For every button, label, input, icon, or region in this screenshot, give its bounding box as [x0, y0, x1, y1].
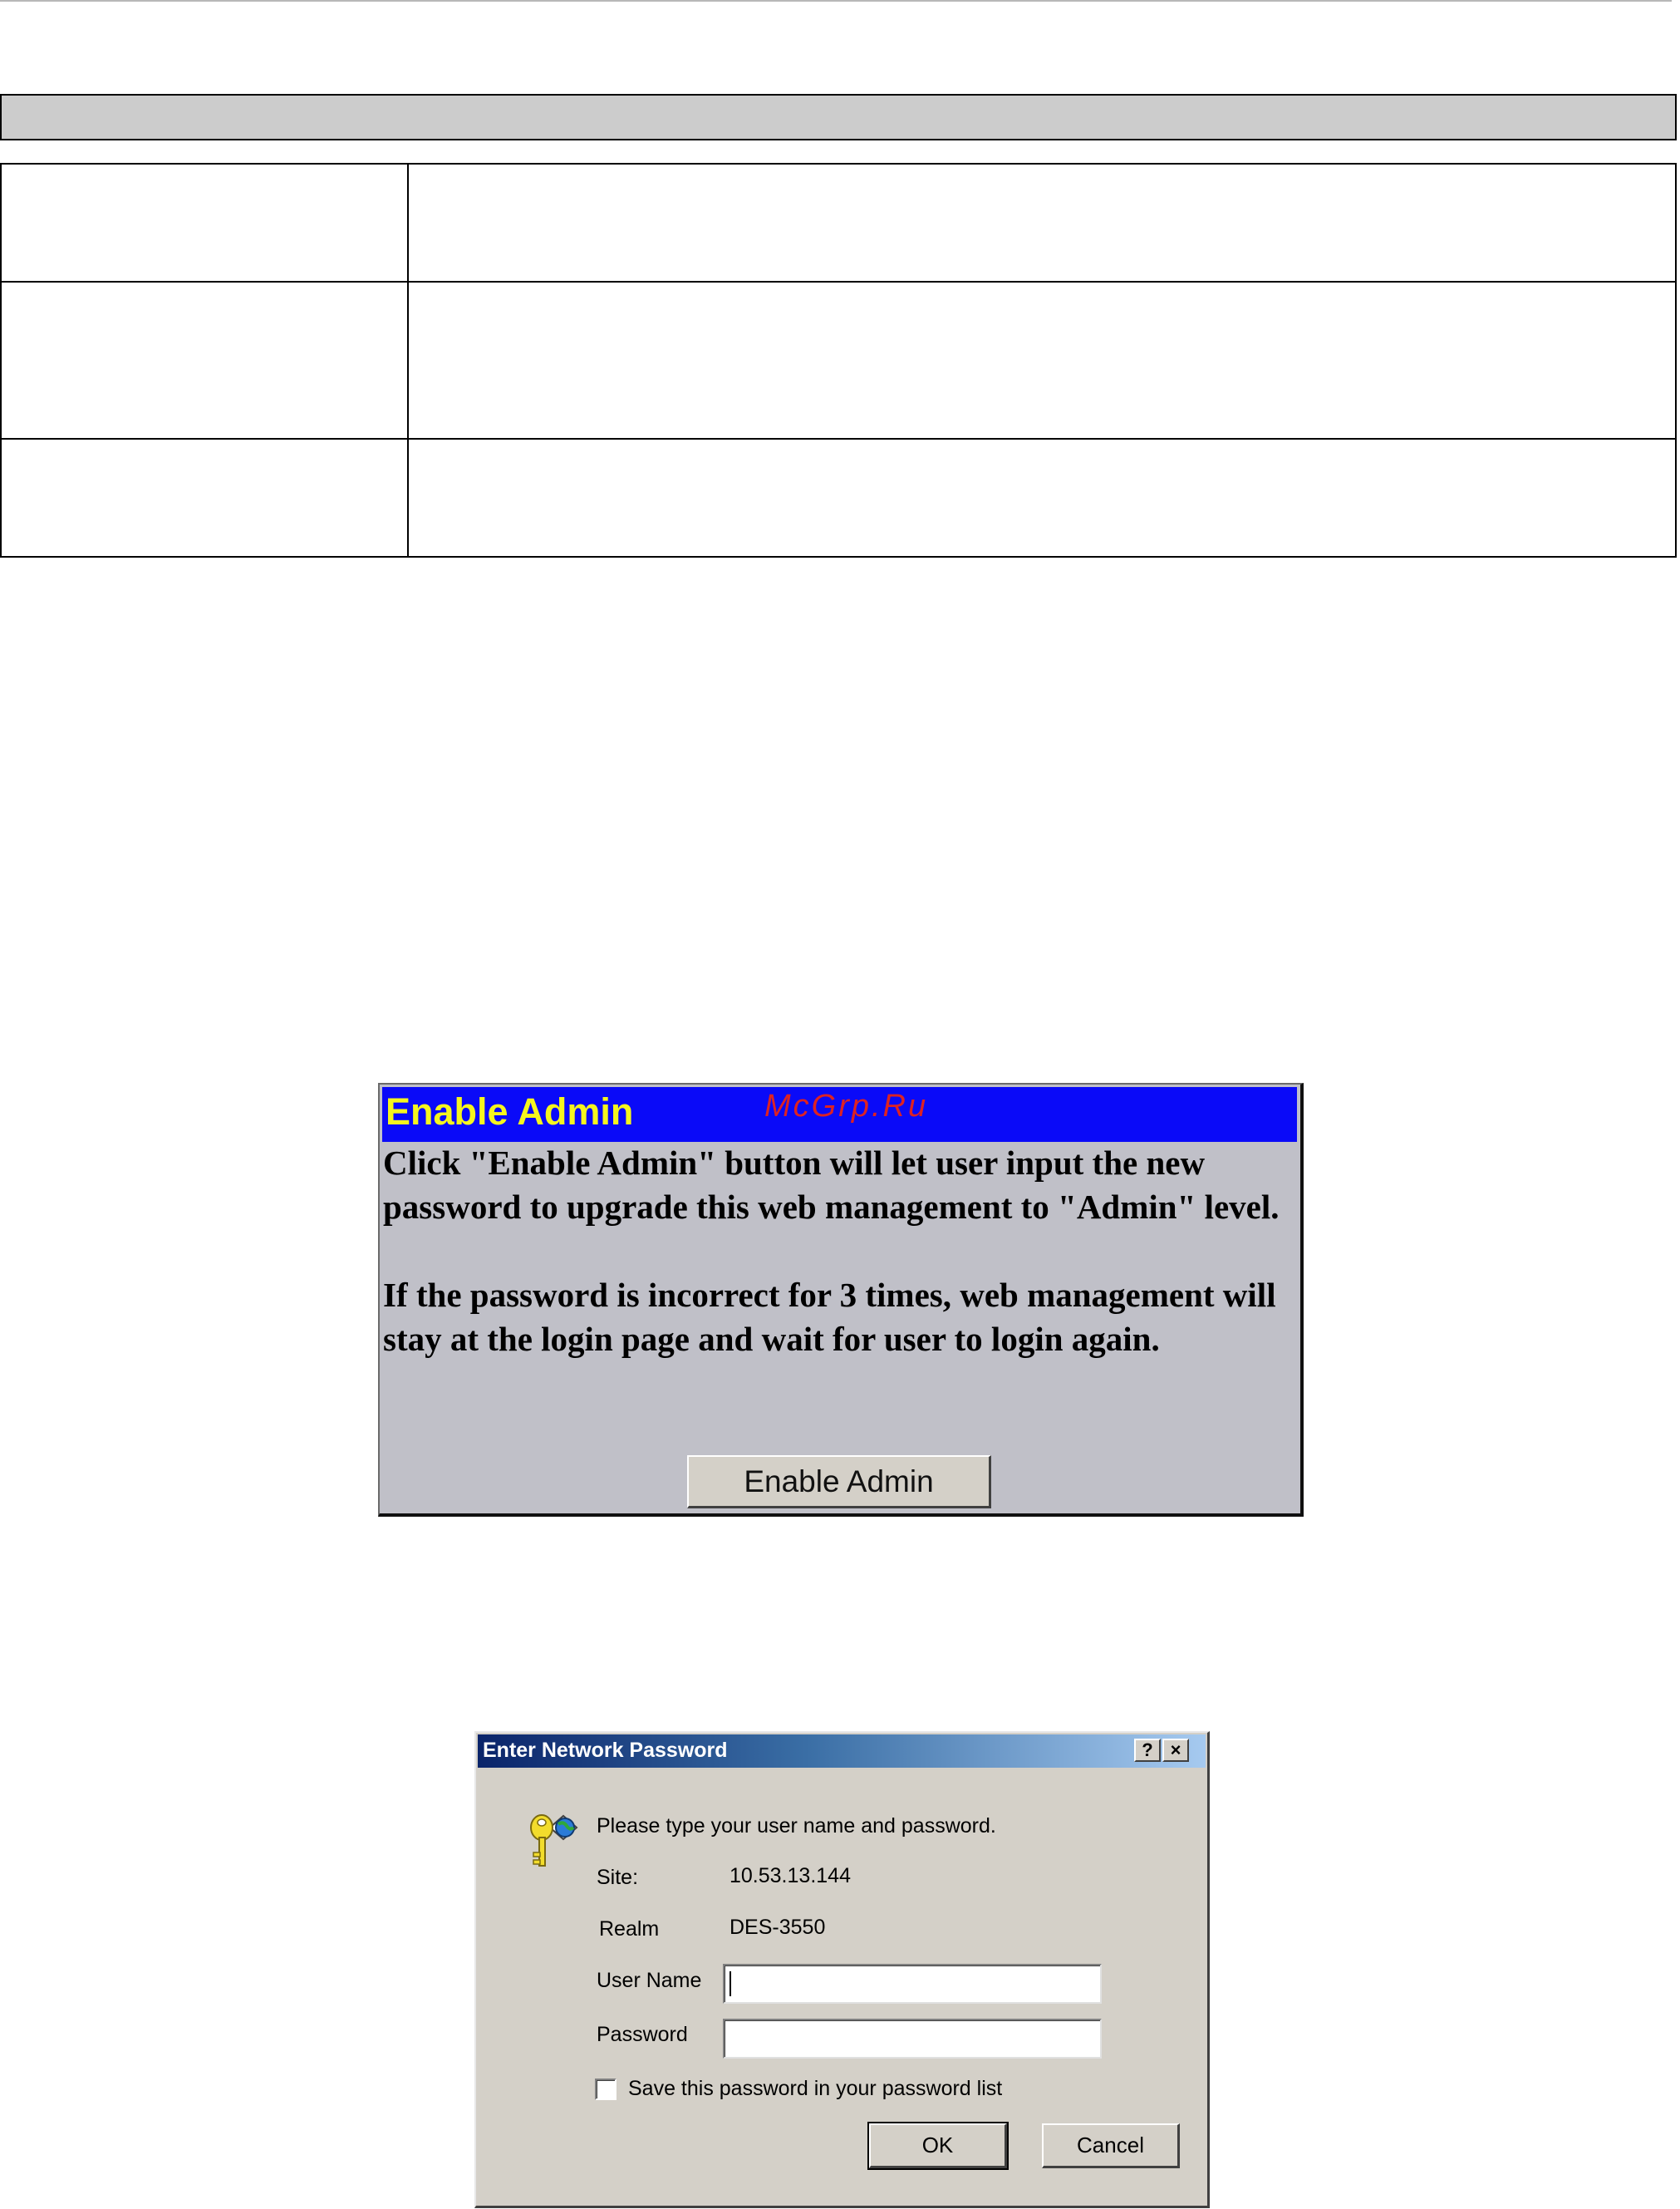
enable-admin-paragraph-1: Click "Enable Admin" button will let user input the new password to upgrade this web management to "Admin" level. — [383, 1144, 1280, 1226]
enable-admin-header — [382, 1087, 1297, 1142]
site-label: Site: — [597, 1866, 639, 1889]
enable-admin-description — [383, 1141, 1297, 1361]
username-input[interactable] — [723, 1964, 1102, 2004]
dialog-prompt: Please type your user name and password. — [597, 1814, 996, 1838]
table-cell — [1, 164, 408, 282]
top-rule — [0, 0, 1672, 2]
table-cell — [408, 439, 1676, 557]
watermark: McGrp.Ru — [764, 1089, 929, 1124]
key-globe-icon — [522, 1806, 588, 1872]
site-value: 10.53.13.144 — [729, 1864, 851, 1887]
dialog-titlebar — [478, 1734, 1206, 1768]
text-caret — [729, 1971, 731, 1996]
table-cell — [408, 282, 1676, 439]
realm-value: DES-3550 — [729, 1916, 826, 1939]
enable-admin-paragraph-2: If the password is incorrect for 3 times, web management will stay at the login page and wait for user to login again. — [383, 1276, 1276, 1358]
username-label: User Name — [597, 1969, 702, 1992]
enable-admin-panel — [378, 1083, 1304, 1517]
ok-button[interactable]: OK — [869, 2123, 1007, 2168]
password-label: Password — [597, 2023, 688, 2046]
table-row — [1, 282, 1676, 439]
table-row — [1, 439, 1676, 557]
realm-label: Realm — [599, 1917, 660, 1941]
cancel-button[interactable]: Cancel — [1042, 2123, 1180, 2168]
table-cell — [1, 282, 408, 439]
password-input[interactable] — [723, 2019, 1102, 2059]
help-button[interactable]: ? — [1134, 1739, 1161, 1762]
enable-admin-title: Enable Admin — [386, 1090, 634, 1133]
table-cell — [408, 164, 1676, 282]
table-row — [1, 164, 1676, 282]
table-header-bar — [0, 94, 1677, 140]
table-cell — [1, 439, 408, 557]
enable-admin-button[interactable]: Enable Admin — [687, 1455, 991, 1508]
network-password-dialog — [474, 1731, 1210, 2208]
dialog-title: Enter Network Password — [483, 1739, 728, 1762]
parameter-table — [0, 163, 1677, 558]
save-password-checkbox[interactable] — [595, 2079, 616, 2100]
close-button[interactable]: × — [1162, 1739, 1189, 1762]
save-password-label[interactable]: Save this password in your password list — [628, 2077, 1003, 2100]
